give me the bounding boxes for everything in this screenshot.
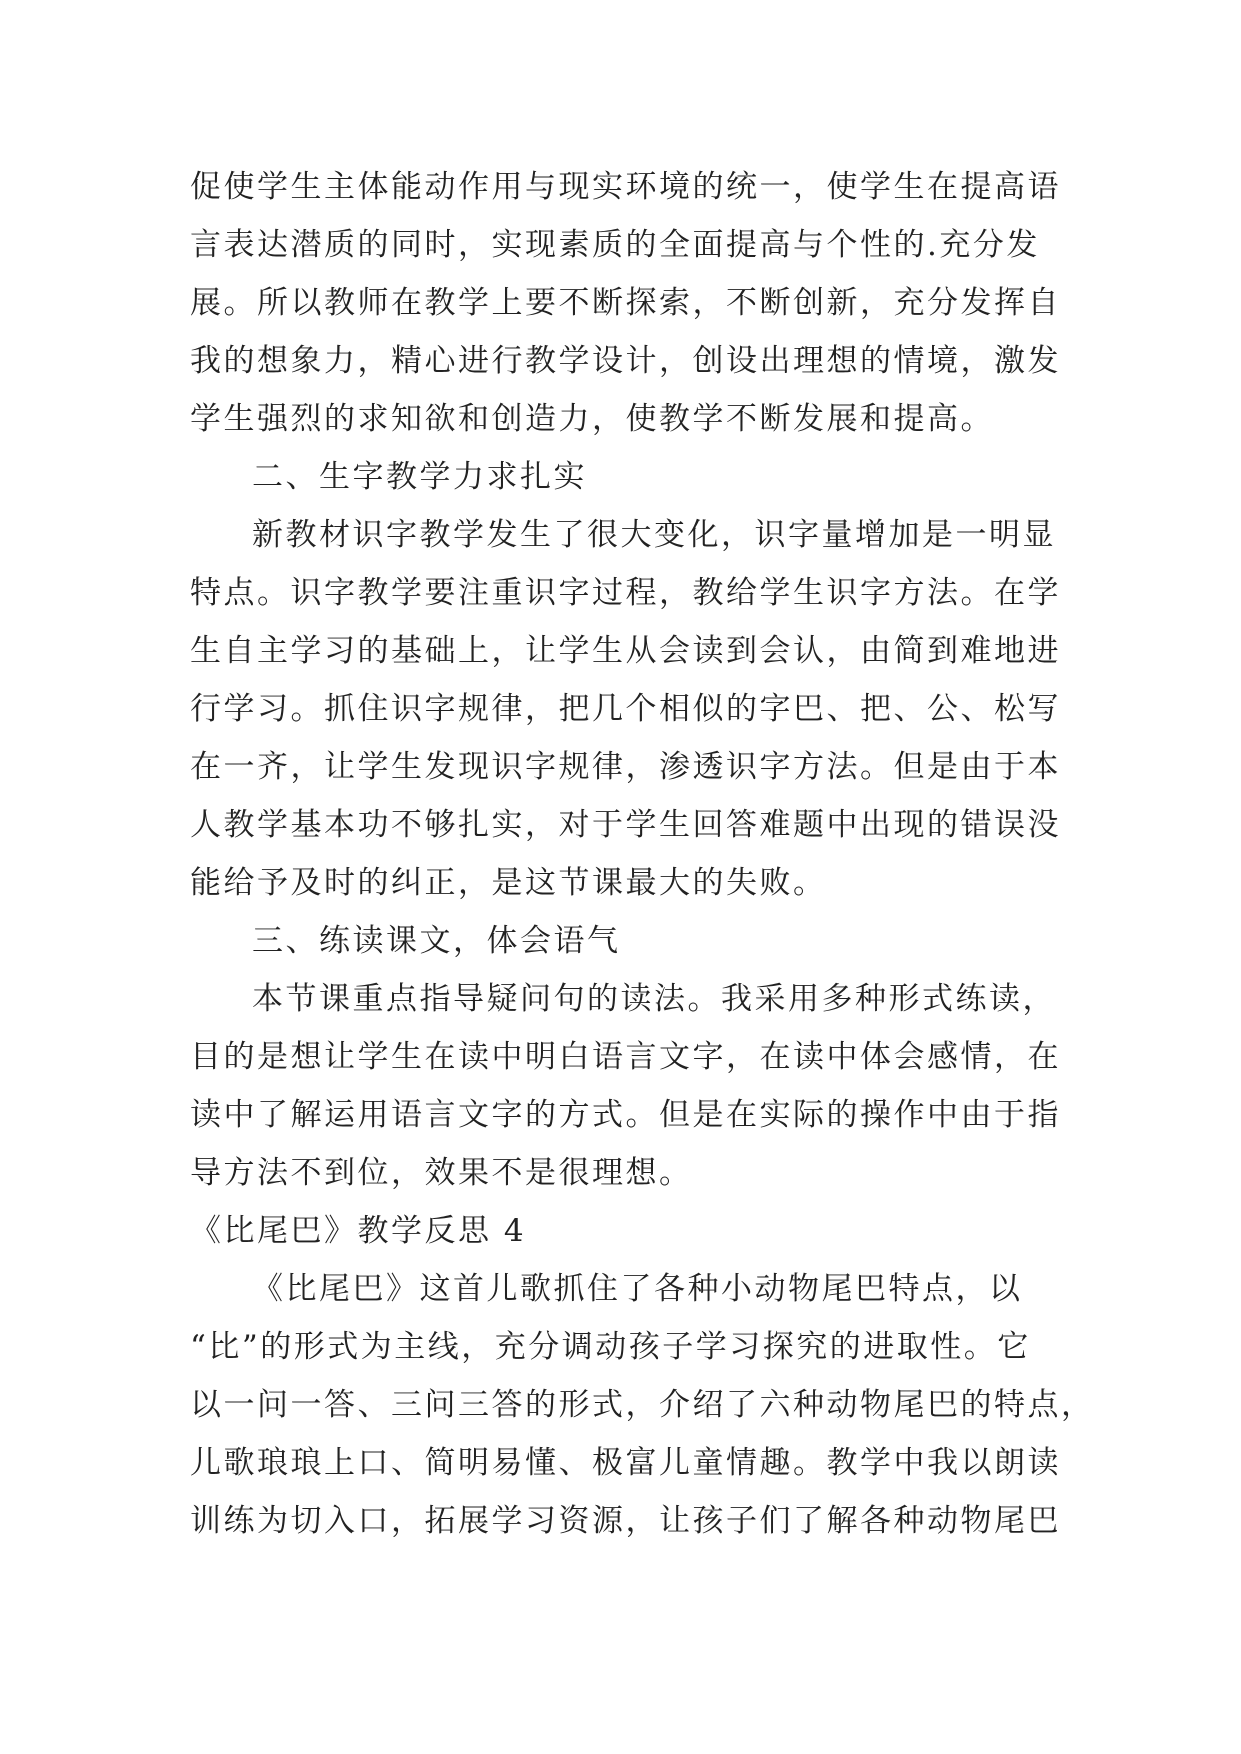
paragraph-line: 我的想象力，精心进行教学设计，创设出理想的情境，激发 — [190, 343, 1061, 379]
paragraph-line: “比”的形式为主线，充分调动孩子学习探究的进取性。它 — [190, 1329, 1031, 1365]
paragraph-line: 展。所以教师在教学上要不断探索，不断创新，充分发挥自 — [190, 285, 1061, 321]
paragraph-line: 行学习。抓住识字规律，把几个相似的字巴、把、公、松写 — [190, 691, 1061, 727]
section-heading: 二、生字教学力求扎实 — [252, 459, 587, 495]
paragraph-line: 言表达潜质的同时，实现素质的全面提高与个性的.充分发 — [190, 227, 1040, 263]
paragraph-line: 《比尾巴》这首儿歌抓住了各种小动物尾巴特点，以 — [252, 1271, 1023, 1307]
section-heading: 三、练读课文，体会语气 — [252, 923, 621, 959]
paragraph-line: 训练为切入口，拓展学习资源，让孩子们了解各种动物尾巴 — [190, 1503, 1061, 1539]
article-title: 《比尾巴》教学反思 4 — [190, 1213, 527, 1249]
paragraph-line: 促使学生主体能动作用与现实环境的统一，使学生在提高语 — [190, 169, 1061, 205]
paragraph-line: 特点。识字教学要注重识字过程，教给学生识字方法。在学 — [190, 575, 1061, 611]
paragraph-line: 导方法不到位，效果不是很理想。 — [190, 1155, 693, 1191]
paragraph-line: 学生强烈的求知欲和创造力，使教学不断发展和提高。 — [190, 401, 994, 437]
paragraph-line: 本节课重点指导疑问句的读法。我采用多种形式练读， — [252, 981, 1056, 1017]
paragraph-line: 儿歌琅琅上口、简明易懂、极富儿童情趣。教学中我以朗读 — [190, 1445, 1061, 1481]
paragraph-line: 人教学基本功不够扎实，对于学生回答难题中出现的错误没 — [190, 807, 1061, 843]
paragraph-line: 能给予及时的纠正，是这节课最大的失败。 — [190, 865, 827, 901]
paragraph-line: 读中了解运用语言文字的方式。但是在实际的操作中由于指 — [190, 1097, 1061, 1133]
paragraph-line: 目的是想让学生在读中明白语言文字，在读中体会感情，在 — [190, 1039, 1061, 1075]
paragraph-line: 在一齐，让学生发现识字规律，渗透识字方法。但是由于本 — [190, 749, 1061, 785]
paragraph-line: 以一问一答、三问三答的形式，介绍了六种动物尾巴的特点， — [190, 1387, 1095, 1423]
document-body — [190, 158, 1095, 1550]
paragraph-line: 新教材识字教学发生了很大变化，识字量增加是一明显 — [252, 517, 1056, 553]
paragraph-line: 生自主学习的基础上，让学生从会读到会认，由简到难地进 — [190, 633, 1061, 669]
